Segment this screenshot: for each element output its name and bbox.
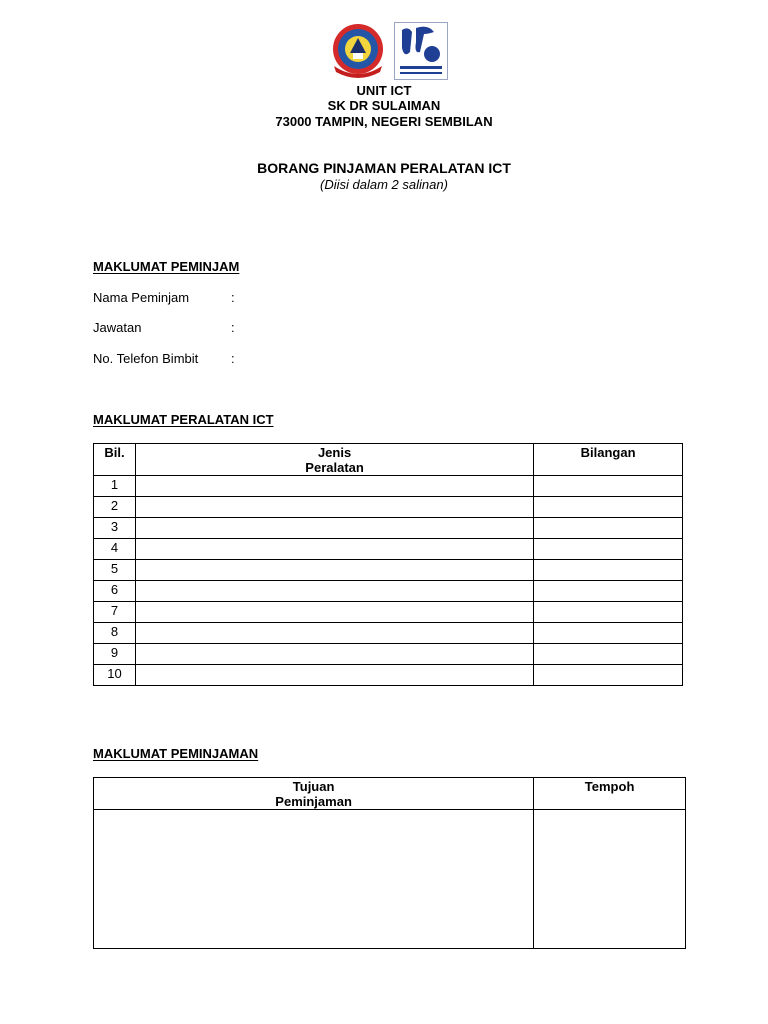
duration-cell[interactable] — [534, 810, 686, 949]
field-label-phone: No. Telefon Bimbit — [93, 351, 199, 366]
equipment-type-cell[interactable] — [135, 518, 533, 539]
column-header-equipment-type: Jenis Peralatan — [135, 444, 533, 476]
column-header-duration: Tempoh — [534, 778, 686, 810]
column-header-no: Bil. — [94, 444, 136, 476]
quantity-cell[interactable] — [534, 539, 683, 560]
field-colon: : — [231, 351, 235, 366]
table-row — [94, 560, 683, 581]
school-address: 73000 TAMPIN, NEGERI SEMBILAN — [275, 114, 493, 129]
quantity-cell[interactable] — [534, 518, 683, 539]
quantity-cell[interactable] — [534, 644, 683, 665]
table-row — [94, 581, 683, 602]
equipment-type-cell[interactable] — [135, 623, 533, 644]
loan-table — [93, 777, 686, 949]
row-number: 5 — [94, 560, 136, 581]
table-row — [94, 665, 683, 686]
quantity-cell[interactable] — [534, 623, 683, 644]
equipment-type-cell[interactable] — [135, 602, 533, 623]
column-header-quantity: Bilangan — [534, 444, 683, 476]
header-logos — [328, 22, 450, 80]
purpose-cell[interactable] — [94, 810, 534, 949]
table-row — [94, 518, 683, 539]
equipment-type-cell[interactable] — [135, 539, 533, 560]
kpm-25-logo — [394, 22, 448, 80]
field-colon: : — [231, 290, 235, 305]
table-row — [94, 476, 683, 497]
equipment-type-cell[interactable] — [135, 581, 533, 602]
table-row — [94, 497, 683, 518]
column-header-purpose: Tujuan Peminjaman — [94, 778, 534, 810]
equipment-type-cell[interactable] — [135, 497, 533, 518]
equipment-type-cell[interactable] — [135, 560, 533, 581]
row-number: 10 — [94, 665, 136, 686]
equipment-type-cell[interactable] — [135, 665, 533, 686]
equipment-heading: MAKLUMAT PERALATAN ICT — [93, 412, 274, 427]
quantity-cell[interactable] — [534, 602, 683, 623]
row-number: 8 — [94, 623, 136, 644]
quantity-cell[interactable] — [534, 665, 683, 686]
row-number: 6 — [94, 581, 136, 602]
row-number: 3 — [94, 518, 136, 539]
borrower-heading: MAKLUMAT PEMINJAM — [93, 259, 240, 274]
row-number: 1 — [94, 476, 136, 497]
field-colon: : — [231, 320, 235, 335]
quantity-cell[interactable] — [534, 581, 683, 602]
form-subtitle: (Diisi dalam 2 salinan) — [320, 177, 448, 192]
table-row — [94, 623, 683, 644]
field-label-position: Jawatan — [93, 320, 142, 335]
row-number: 2 — [94, 497, 136, 518]
row-number: 4 — [94, 539, 136, 560]
school-name: SK DR SULAIMAN — [327, 98, 441, 113]
quantity-cell[interactable] — [534, 560, 683, 581]
unit-name: UNIT ICT — [356, 83, 412, 98]
table-row — [94, 602, 683, 623]
table-row — [94, 539, 683, 560]
equipment-type-cell[interactable] — [135, 644, 533, 665]
quantity-cell[interactable] — [534, 476, 683, 497]
loan-heading: MAKLUMAT PEMINJAMAN — [93, 746, 259, 761]
equipment-type-cell[interactable] — [135, 476, 533, 497]
quantity-cell[interactable] — [534, 497, 683, 518]
table-row — [94, 644, 683, 665]
school-crest-logo — [328, 22, 388, 80]
row-number: 9 — [94, 644, 136, 665]
equipment-table — [93, 443, 683, 686]
row-number: 7 — [94, 602, 136, 623]
field-label-name: Nama Peminjam — [93, 290, 190, 305]
form-title: BORANG PINJAMAN PERALATAN ICT — [257, 160, 511, 176]
